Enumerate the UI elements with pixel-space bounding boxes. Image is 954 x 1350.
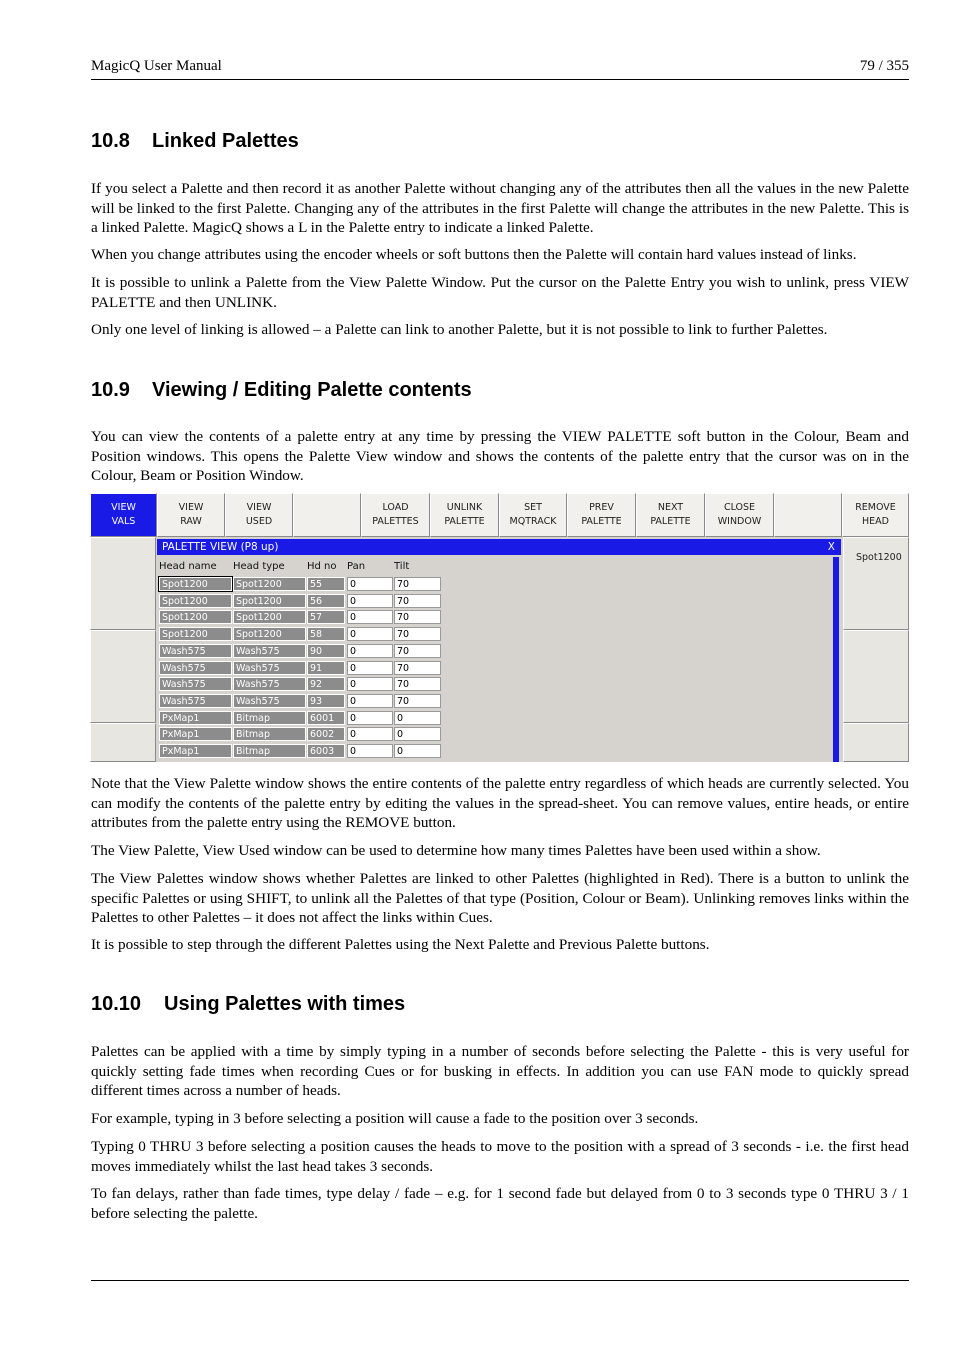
section-title: Viewing / Editing Palette contents [152, 379, 472, 401]
soft-button[interactable]: VIEW RAW [157, 493, 225, 537]
soft-button[interactable] [293, 493, 361, 537]
table-cell[interactable]: Wash575 [233, 694, 306, 708]
column-header-tilt[interactable]: Tilt [394, 561, 410, 572]
table-cell[interactable]: 0 [347, 744, 393, 758]
paragraph: The View Palettes window shows whether Palettes are linked to other Palettes (highlighted in Red). There is a button to unlink the specific Palettes or using SHIFT, to unlink all the Palettes of that type (Position, Colour or Beam). Unlinking removes links within the Palettes to other Palettes – it does not affect the links within Cues. [91, 870, 909, 926]
column-header-head-type[interactable]: Head type [233, 561, 285, 572]
table-cell[interactable]: 70 [394, 627, 441, 641]
paragraph: The View Palette, View Used window can be used to determine how many times Palettes have been used within a show. [91, 842, 821, 859]
table-cell[interactable]: Wash575 [233, 677, 306, 691]
table-cell[interactable]: 56 [307, 594, 345, 608]
table-cell[interactable]: 70 [394, 610, 441, 624]
table-cell[interactable]: 0 [394, 711, 441, 725]
table-cell[interactable]: 57 [307, 610, 345, 624]
table-cell[interactable]: 0 [347, 610, 393, 624]
close-icon[interactable]: X [827, 541, 835, 553]
paragraph: Only one level of linking is allowed – a Palette can link to another Palette, but it is not possible to link to further Palettes. [91, 321, 828, 338]
section-heading-10-9 [91, 379, 472, 402]
table-cell[interactable]: Wash575 [233, 644, 306, 658]
section-number: 10.9 [91, 379, 130, 401]
table-cell[interactable]: 0 [347, 677, 393, 691]
table-cell[interactable]: 55 [307, 577, 345, 591]
footer-rule [91, 1280, 909, 1281]
soft-button[interactable]: SET MQTRACK [499, 493, 567, 537]
table-cell[interactable]: Spot1200 [159, 627, 232, 641]
side-cell [843, 723, 909, 762]
side-cell [90, 537, 156, 630]
table-cell[interactable]: 0 [347, 661, 393, 675]
section-heading-10-10 [91, 993, 405, 1016]
table-cell[interactable]: Spot1200 [159, 577, 232, 591]
table-cell[interactable]: 0 [347, 577, 393, 591]
table-cell[interactable]: 93 [307, 694, 345, 708]
table-cell[interactable]: Wash575 [159, 677, 232, 691]
table-cell[interactable]: 0 [394, 727, 441, 741]
table-cell[interactable]: Bitmap [233, 711, 306, 725]
table-cell[interactable]: Spot1200 [233, 610, 306, 624]
table-cell[interactable]: Spot1200 [159, 594, 232, 608]
table-cell[interactable]: PxMap1 [159, 727, 232, 741]
table-cell[interactable]: Bitmap [233, 727, 306, 741]
soft-button[interactable]: VIEW VALS [90, 493, 157, 537]
soft-button[interactable]: LOAD PALETTES [361, 493, 430, 537]
table-cell[interactable]: Wash575 [159, 694, 232, 708]
paragraph: You can view the contents of a palette entry at any time by pressing the VIEW PALETTE soft button in the Colour, Beam and Position windows. This opens the Palette View window and shows the contents of the palette entry that the cursor was on in the Colour, Beam or Position Window. [91, 428, 909, 484]
soft-button[interactable]: CLOSE WINDOW [705, 493, 774, 537]
soft-button[interactable]: UNLINK PALETTE [430, 493, 499, 537]
section-heading-10-8 [91, 130, 299, 153]
table-cell[interactable]: 70 [394, 577, 441, 591]
window-title: PALETTE VIEW (P8 up) [162, 541, 279, 553]
table-cell[interactable]: 70 [394, 644, 441, 658]
soft-button[interactable]: PREV PALETTE [567, 493, 636, 537]
table-cell[interactable]: 58 [307, 627, 345, 641]
section-title: Using Palettes with times [164, 993, 406, 1015]
section-title: Linked Palettes [152, 130, 299, 152]
paragraph: When you change attributes using the encoder wheels or soft buttons then the Palette will contain hard values instead of links. [91, 246, 857, 263]
palette-view-screenshot [90, 493, 909, 762]
column-header-head-name[interactable]: Head name [159, 561, 217, 572]
header-rule [91, 79, 909, 80]
paragraph: If you select a Palette and then record it as another Palette without changing any of the attributes then all the values in the new Palette will be linked to the first Palette. Changing any of the attributes in the first Palette will change the attributes in the new Palette. This is a linked Palette. MagicQ shows a L in the Palette entry to indicate a linked Palette. [91, 180, 909, 236]
table-cell[interactable]: Wash575 [233, 661, 306, 675]
table-cell[interactable]: 70 [394, 677, 441, 691]
soft-button[interactable]: NEXT PALETTE [636, 493, 705, 537]
side-cell [90, 630, 156, 723]
head-label: Spot1200 [856, 552, 902, 563]
table-cell[interactable]: 91 [307, 661, 345, 675]
table-cell[interactable]: PxMap1 [159, 711, 232, 725]
table-cell[interactable]: 70 [394, 594, 441, 608]
table-cell[interactable]: 0 [347, 627, 393, 641]
table-cell[interactable]: 0 [347, 694, 393, 708]
manual-title: MagicQ User Manual [91, 58, 222, 74]
left-side-panel [90, 537, 156, 762]
table-cell[interactable]: 0 [394, 744, 441, 758]
page-number: 79 / 355 [859, 58, 909, 74]
soft-button[interactable] [774, 493, 842, 537]
table-cell[interactable]: 0 [347, 727, 393, 741]
table-cell[interactable]: Spot1200 [233, 577, 306, 591]
side-cell [90, 723, 156, 762]
palette-view-window [157, 539, 841, 762]
table-cell[interactable]: 92 [307, 677, 345, 691]
table-cell[interactable]: 70 [394, 694, 441, 708]
table-cell[interactable]: PxMap1 [159, 744, 232, 758]
right-side-panel [843, 537, 909, 762]
soft-button[interactable]: REMOVE HEAD [842, 493, 909, 537]
paragraph: For example, typing in 3 before selecting a position will cause a fade to the position over 3 seconds. [91, 1110, 699, 1127]
paragraph: Typing 0 THRU 3 before selecting a position causes the heads to move to the position with a spread of 3 seconds - i.e. the first head moves immediately whilst the last head takes 3 seconds. [91, 1138, 909, 1175]
paragraph: Note that the View Palette window shows the entire contents of the palette entry regardless of which heads are currently selected. You can modify the contents of the palette entry by editing the values in the spread-sheet. You can remove values, entire heads, or entire attributes from the palette entry using the REMOVE button. [91, 775, 909, 831]
table-cell[interactable]: Spot1200 [233, 627, 306, 641]
table-cell[interactable]: Spot1200 [233, 594, 306, 608]
column-header-hd-no[interactable]: Hd no [307, 561, 337, 572]
paragraph: Palettes can be applied with a time by simply typing in a number of seconds before selecting the Palette - this is very useful for quickly setting fade times when recording Cues or for busking in effects. In addition you can use FAN mode to quickly spread different times across a number of heads. [91, 1043, 909, 1099]
soft-button[interactable]: VIEW USED [225, 493, 293, 537]
side-cell [843, 630, 909, 723]
table-cell[interactable]: 90 [307, 644, 345, 658]
table-cell[interactable]: Wash575 [159, 661, 232, 675]
table-cell[interactable]: Spot1200 [159, 610, 232, 624]
paragraph: It is possible to unlink a Palette from the View Palette Window. Put the cursor on the Palette Entry you wish to unlink, press VIEW PALETTE and then UNLINK. [91, 274, 909, 311]
paragraph: It is possible to step through the different Palettes using the Next Palette and Previous Palette buttons. [91, 936, 710, 953]
soft-button-bar [90, 493, 909, 537]
column-header-pan[interactable]: Pan [347, 561, 366, 572]
side-cell[interactable] [843, 537, 909, 630]
section-number: 10.10 [91, 993, 142, 1015]
table-cell[interactable]: 6001 [307, 711, 345, 725]
paragraph: To fan delays, rather than fade times, type delay / fade – e.g. for 1 second fade but delayed from 0 to 3 seconds type 0 THRU 3 / 1 before selecting the palette. [91, 1185, 909, 1222]
table-cell[interactable]: 0 [347, 594, 393, 608]
table-cell[interactable]: Wash575 [159, 644, 232, 658]
table-cell[interactable]: 0 [347, 711, 393, 725]
table-cell[interactable]: 6003 [307, 744, 345, 758]
page-header [91, 58, 909, 78]
table-cell[interactable]: 0 [347, 644, 393, 658]
section-number: 10.8 [91, 130, 130, 152]
scrollbar[interactable] [833, 557, 839, 762]
table-cell[interactable]: 70 [394, 661, 441, 675]
table-cell[interactable]: Bitmap [233, 744, 306, 758]
window-title-bar [157, 539, 841, 555]
table-cell[interactable]: 6002 [307, 727, 345, 741]
